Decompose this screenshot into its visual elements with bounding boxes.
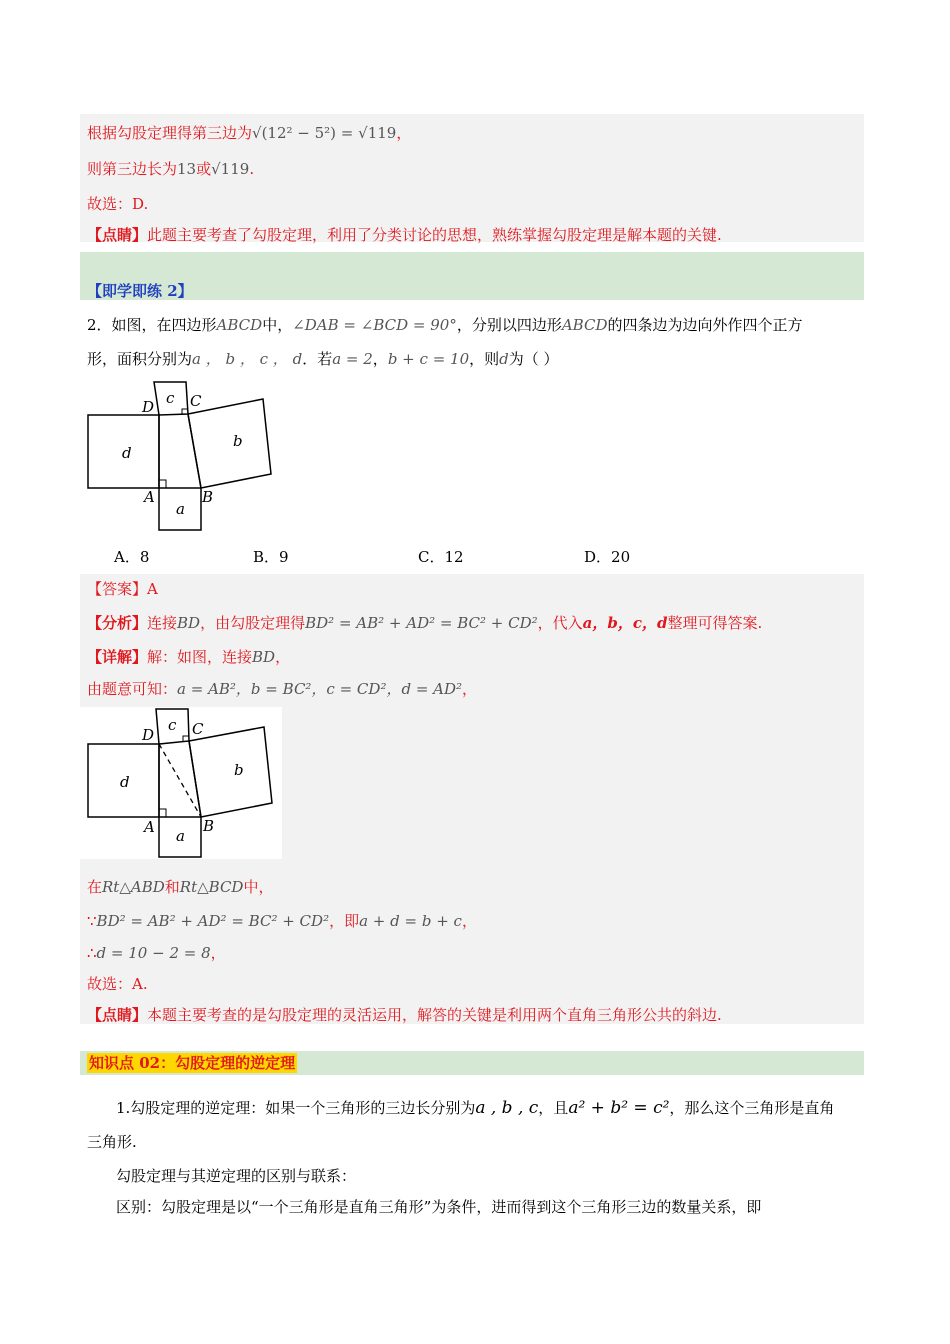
math-sqrt: √(12² − 5²) = √119 [252,124,397,142]
options-row [0,546,950,568]
label-D: D [142,398,155,416]
math: √119 [211,160,250,178]
given-line [87,678,477,700]
label-b: b [234,761,244,779]
math: a + d = b + c [359,912,462,930]
question-figure [80,378,280,534]
text: ，由勾股定理得 [200,614,306,632]
math: BD [177,614,201,632]
text: 由题意可知： [87,680,178,698]
label-B: B [202,488,214,506]
therefore-symbol: ∴ [87,944,97,962]
text: 和 [164,878,180,896]
detail-tag: 【详解】 [87,648,148,666]
text: 根据勾股定理得第三边为 [87,124,253,142]
math: a² + b² = c² [568,1098,670,1118]
solution-figure [80,707,282,859]
label-B: B [203,817,215,835]
text: 三角形. [87,1133,137,1151]
text: ．若 [302,350,333,368]
solution-line-2 [87,158,254,180]
option-b[interactable]: B．9 [253,548,289,566]
solution-line-1 [87,122,411,144]
text: 或 [196,160,212,178]
text: 此题主要考查了勾股定理，利用了分类讨论的思想，熟练掌握勾股定理是解本题的关键. [147,226,722,244]
answer-tag: 【答案】 [87,580,148,598]
in-triangles-line [87,876,273,898]
label-c: c [166,389,175,407]
text: ，分别以四边形 [456,316,562,334]
option-a[interactable]: A．8 [114,548,150,566]
label-d: d [120,773,130,791]
text: ， [396,124,412,142]
math: Rt△ABD [102,878,165,896]
question-line-2 [87,348,559,370]
since-line [87,910,477,932]
note-line [87,1004,722,1026]
text: 1.勾股定理的逆定理：如果一个三角形的三边长分别为 [116,1099,476,1117]
math: d = 10 − 2 = 8 [96,944,211,962]
label-a: a [176,827,185,845]
text: ， [461,912,477,930]
text: ，则 [469,350,500,368]
text: ， [462,680,478,698]
math: a = 2 [332,350,373,368]
text: 在 [87,878,103,896]
label-a: a [176,500,185,518]
text: 中， [243,878,274,896]
note-tag: 【点睛】 [87,1006,148,1024]
math: ABCD [561,316,608,334]
math: 13 [177,160,197,178]
label-A: A [144,488,155,506]
text: 区别：勾股定理是以“一个三角形是直角三角形”为条件，进而得到这个三角形三边的数量关系，即 [116,1198,762,1216]
text: 2．如图，在四边形 [87,316,217,334]
text: 为（ ） [508,350,559,368]
text: 故选：A. [87,975,148,993]
text: 整理可得答案. [667,614,763,632]
practice-header-band [80,252,864,300]
math: ABCD [216,316,263,334]
text: ， [275,648,291,666]
heading-text: 知识点 02：勾股定理的逆定理 [89,1054,296,1072]
text: ，且 [538,1099,569,1117]
answer-line [87,578,158,600]
label-c: c [168,716,177,734]
because-symbol: ∵ [87,912,97,930]
text: 故选：D. [87,195,149,213]
choice-line [87,973,148,995]
label-C: C [190,392,202,410]
text: 则第三边长为 [87,160,178,178]
analysis-tag: 【分析】 [87,614,148,632]
text: ，那么这个三角形是直角 [669,1099,835,1117]
math: a , b , c [475,1098,539,1118]
analysis-line [87,612,762,634]
question-line-1 [87,314,803,336]
text: . [249,160,255,178]
square-b [188,399,271,488]
math: ∠DAB = ∠BCD = 90° [292,316,457,334]
text: ，代入 [537,614,583,632]
practice-tag [87,280,193,302]
knowledge-p2 [116,1165,356,1187]
label-C: C [192,720,204,738]
knowledge-p1 [116,1097,834,1119]
math: BD [252,648,276,666]
math: BD² = AB² + AD² = BC² + CD² [96,912,330,930]
option-c[interactable]: C．12 [418,548,464,566]
text: 连接 [147,614,178,632]
math: d [499,350,509,368]
label-d: d [122,444,132,462]
text: 的四条边为边向外作四个正方 [607,316,803,334]
text: ， [210,944,226,962]
note-tag: 【点睛】 [87,226,148,244]
math: b + c = 10 [387,350,470,368]
knowledge-heading [87,1052,297,1074]
label-b: b [233,432,243,450]
knowledge-p1-line2 [87,1131,137,1153]
label-A: A [144,818,155,836]
text: ， [372,350,388,368]
square-b [189,727,272,817]
text: 勾股定理与其逆定理的区别与联系： [116,1167,357,1185]
text: ，即 [329,912,360,930]
math: a = AB²，b = BC²，c = CD²，d = AD² [177,680,463,698]
solution-choice [87,193,148,215]
knowledge-p3 [116,1196,761,1218]
math: BD² = AB² + AD² = BC² + CD² [305,614,538,632]
answer-value: A [147,580,158,598]
label-D: D [142,726,155,744]
therefore-line [87,942,226,964]
option-d[interactable]: D．20 [584,548,631,566]
math: a ， b ， c ， d [192,350,303,368]
text: 解：如图，连接 [147,648,253,666]
text: 中， [262,316,293,334]
text: 【即学即练 2】 [87,282,193,300]
text: 形，面积分别为 [87,350,193,368]
text: 本题主要考查的是勾股定理的灵活运用，解答的关键是利用两个直角三角形公共的斜边. [147,1006,722,1024]
detail-line [87,646,290,668]
math: Rt△BCD [179,878,244,896]
solution-note [87,224,722,246]
math: a，b，c，d [582,614,668,632]
